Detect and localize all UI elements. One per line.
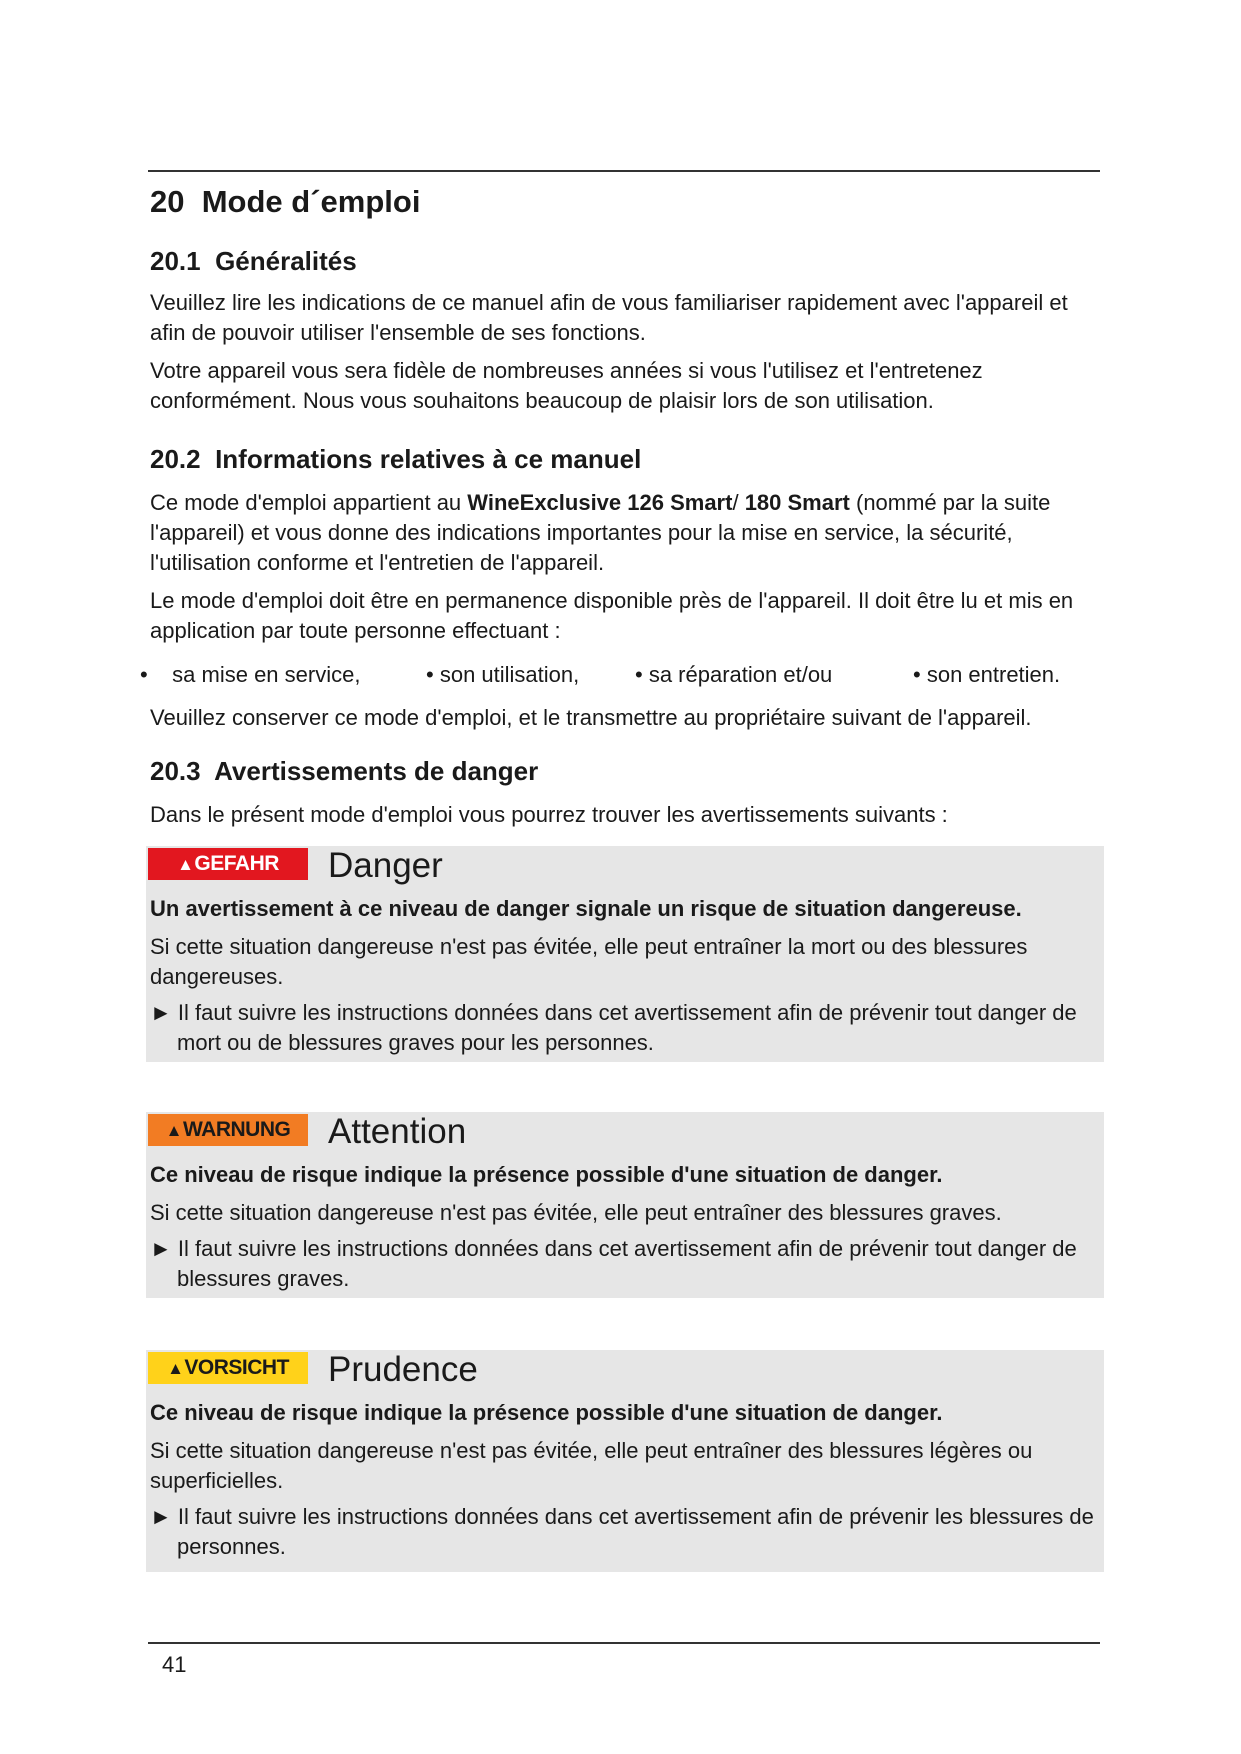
badge-gefahr <box>148 848 308 880</box>
list-item <box>426 660 579 690</box>
intro-text: (nommé par la suite l'appareil) et vous donne des indications importantes pour la mise en service, la sécurité, l'utilisation conforme et l'entretien de l'appareil. <box>150 490 1051 575</box>
badge-warnung <box>148 1114 308 1146</box>
section-title: Généralités <box>215 246 357 276</box>
product-name: WineExclusive 126 Smart <box>467 490 733 515</box>
section-title: Avertissements de danger <box>214 756 539 786</box>
paragraph: Le mode d'emploi doit être en permanence disponible près de l'appareil. Il doit être lu et mis en application par toute personne effectuant : <box>150 588 1074 643</box>
warning-lead: Ce niveau de risque indique la présence possible d'une situation de danger. <box>150 1162 943 1187</box>
arrow-right-icon: ► <box>150 1000 172 1025</box>
warning-box-danger <box>146 846 1104 1062</box>
paragraph: Votre appareil vous sera fidèle de nombreuses années si vous l'utilisez et l'entretenez conformément. Nous vous souhaitons beaucoup de plaisir lors de son utilisation. <box>150 358 983 413</box>
bullet-icon: • <box>913 662 921 687</box>
badge-label: WARNUNG <box>183 1118 291 1141</box>
product-name: 180 Smart <box>744 490 850 515</box>
list-item <box>635 660 832 690</box>
instruction-text: Il faut suivre les instructions données dans cet avertissement afin de prévenir tout danger de blessures graves. <box>177 1236 1077 1291</box>
warning-box-prudence <box>146 1350 1104 1572</box>
section-number: 20.2 <box>150 444 201 474</box>
section-heading-avertissements <box>150 756 538 787</box>
warning-title: Prudence <box>328 1350 478 1389</box>
badge-label: VORSICHT <box>184 1356 289 1379</box>
bullet-icon: • <box>426 662 434 687</box>
section-number: 20.1 <box>150 246 201 276</box>
section-heading-informations <box>150 444 641 475</box>
warning-triangle-icon: ▲ <box>167 1359 184 1378</box>
section-heading-generalites <box>150 246 357 277</box>
list-item-text: son entretien. <box>926 662 1061 687</box>
instruction-text: Il faut suivre les instructions données dans cet avertissement afin de prévenir tout danger de mort ou de blessures graves pour les personnes. <box>177 1000 1077 1055</box>
list-item-text: son utilisation, <box>439 662 580 687</box>
warning-instruction <box>150 1502 1100 1562</box>
warning-title: Attention <box>328 1112 467 1151</box>
bullet-icon: • <box>635 662 643 687</box>
list-item-text: sa mise en service, <box>172 662 361 687</box>
intro-text: Ce mode d'emploi appartient au <box>150 490 468 515</box>
warning-triangle-icon: ▲ <box>177 855 194 874</box>
paragraph: Veuillez lire les indications de ce manuel afin de vous familiariser rapidement avec l'appareil et afin de pouvoir utiliser l'ensemble de ses fonctions. <box>150 290 1068 345</box>
warning-lead: Ce niveau de risque indique la présence possible d'une situation de danger. <box>150 1400 943 1425</box>
page-number: 41 <box>162 1652 187 1677</box>
warning-triangle-icon: ▲ <box>165 1121 182 1140</box>
chapter-title: Mode d´emploi <box>201 184 421 219</box>
chapter-number: 20 <box>150 184 185 219</box>
section-number: 20.3 <box>150 756 201 786</box>
section-title: Informations relatives à ce manuel <box>215 444 642 474</box>
warning-text: Si cette situation dangereuse n'est pas évitée, elle peut entraîner la mort ou des blessures dangereuses. <box>150 934 1028 989</box>
header-rule <box>148 170 1100 172</box>
badge-label: GEFAHR <box>194 852 279 875</box>
chapter-heading <box>150 184 420 220</box>
arrow-right-icon: ► <box>150 1504 172 1529</box>
instruction-text: Il faut suivre les instructions données dans cet avertissement afin de prévenir les blessures de personnes. <box>177 1504 1094 1559</box>
list-item <box>913 660 1060 690</box>
footer-rule <box>148 1642 1100 1644</box>
badge-vorsicht <box>148 1352 308 1384</box>
arrow-right-icon: ► <box>150 1236 172 1261</box>
paragraph-product <box>150 488 1080 578</box>
warning-instruction <box>150 998 1100 1058</box>
warning-title: Danger <box>328 846 443 885</box>
product-separator: / <box>732 490 745 515</box>
bullet-icon: • <box>140 662 148 687</box>
warning-lead: Un avertissement à ce niveau de danger signale un risque de situation dangereuse. <box>150 896 1022 921</box>
paragraph: Veuillez conserver ce mode d'emploi, et le transmettre au propriétaire suivant de l'appareil. <box>150 705 1032 730</box>
warning-instruction <box>150 1234 1100 1294</box>
warning-text: Si cette situation dangereuse n'est pas évitée, elle peut entraîner des blessures graves. <box>150 1200 1002 1225</box>
warning-box-attention <box>146 1112 1104 1298</box>
list-item <box>140 660 360 690</box>
warning-text: Si cette situation dangereuse n'est pas évitée, elle peut entraîner des blessures légères ou superficielles. <box>150 1438 1033 1493</box>
paragraph: Dans le présent mode d'emploi vous pourrez trouver les avertissements suivants : <box>150 802 948 827</box>
list-item-text: sa réparation et/ou <box>648 662 833 687</box>
